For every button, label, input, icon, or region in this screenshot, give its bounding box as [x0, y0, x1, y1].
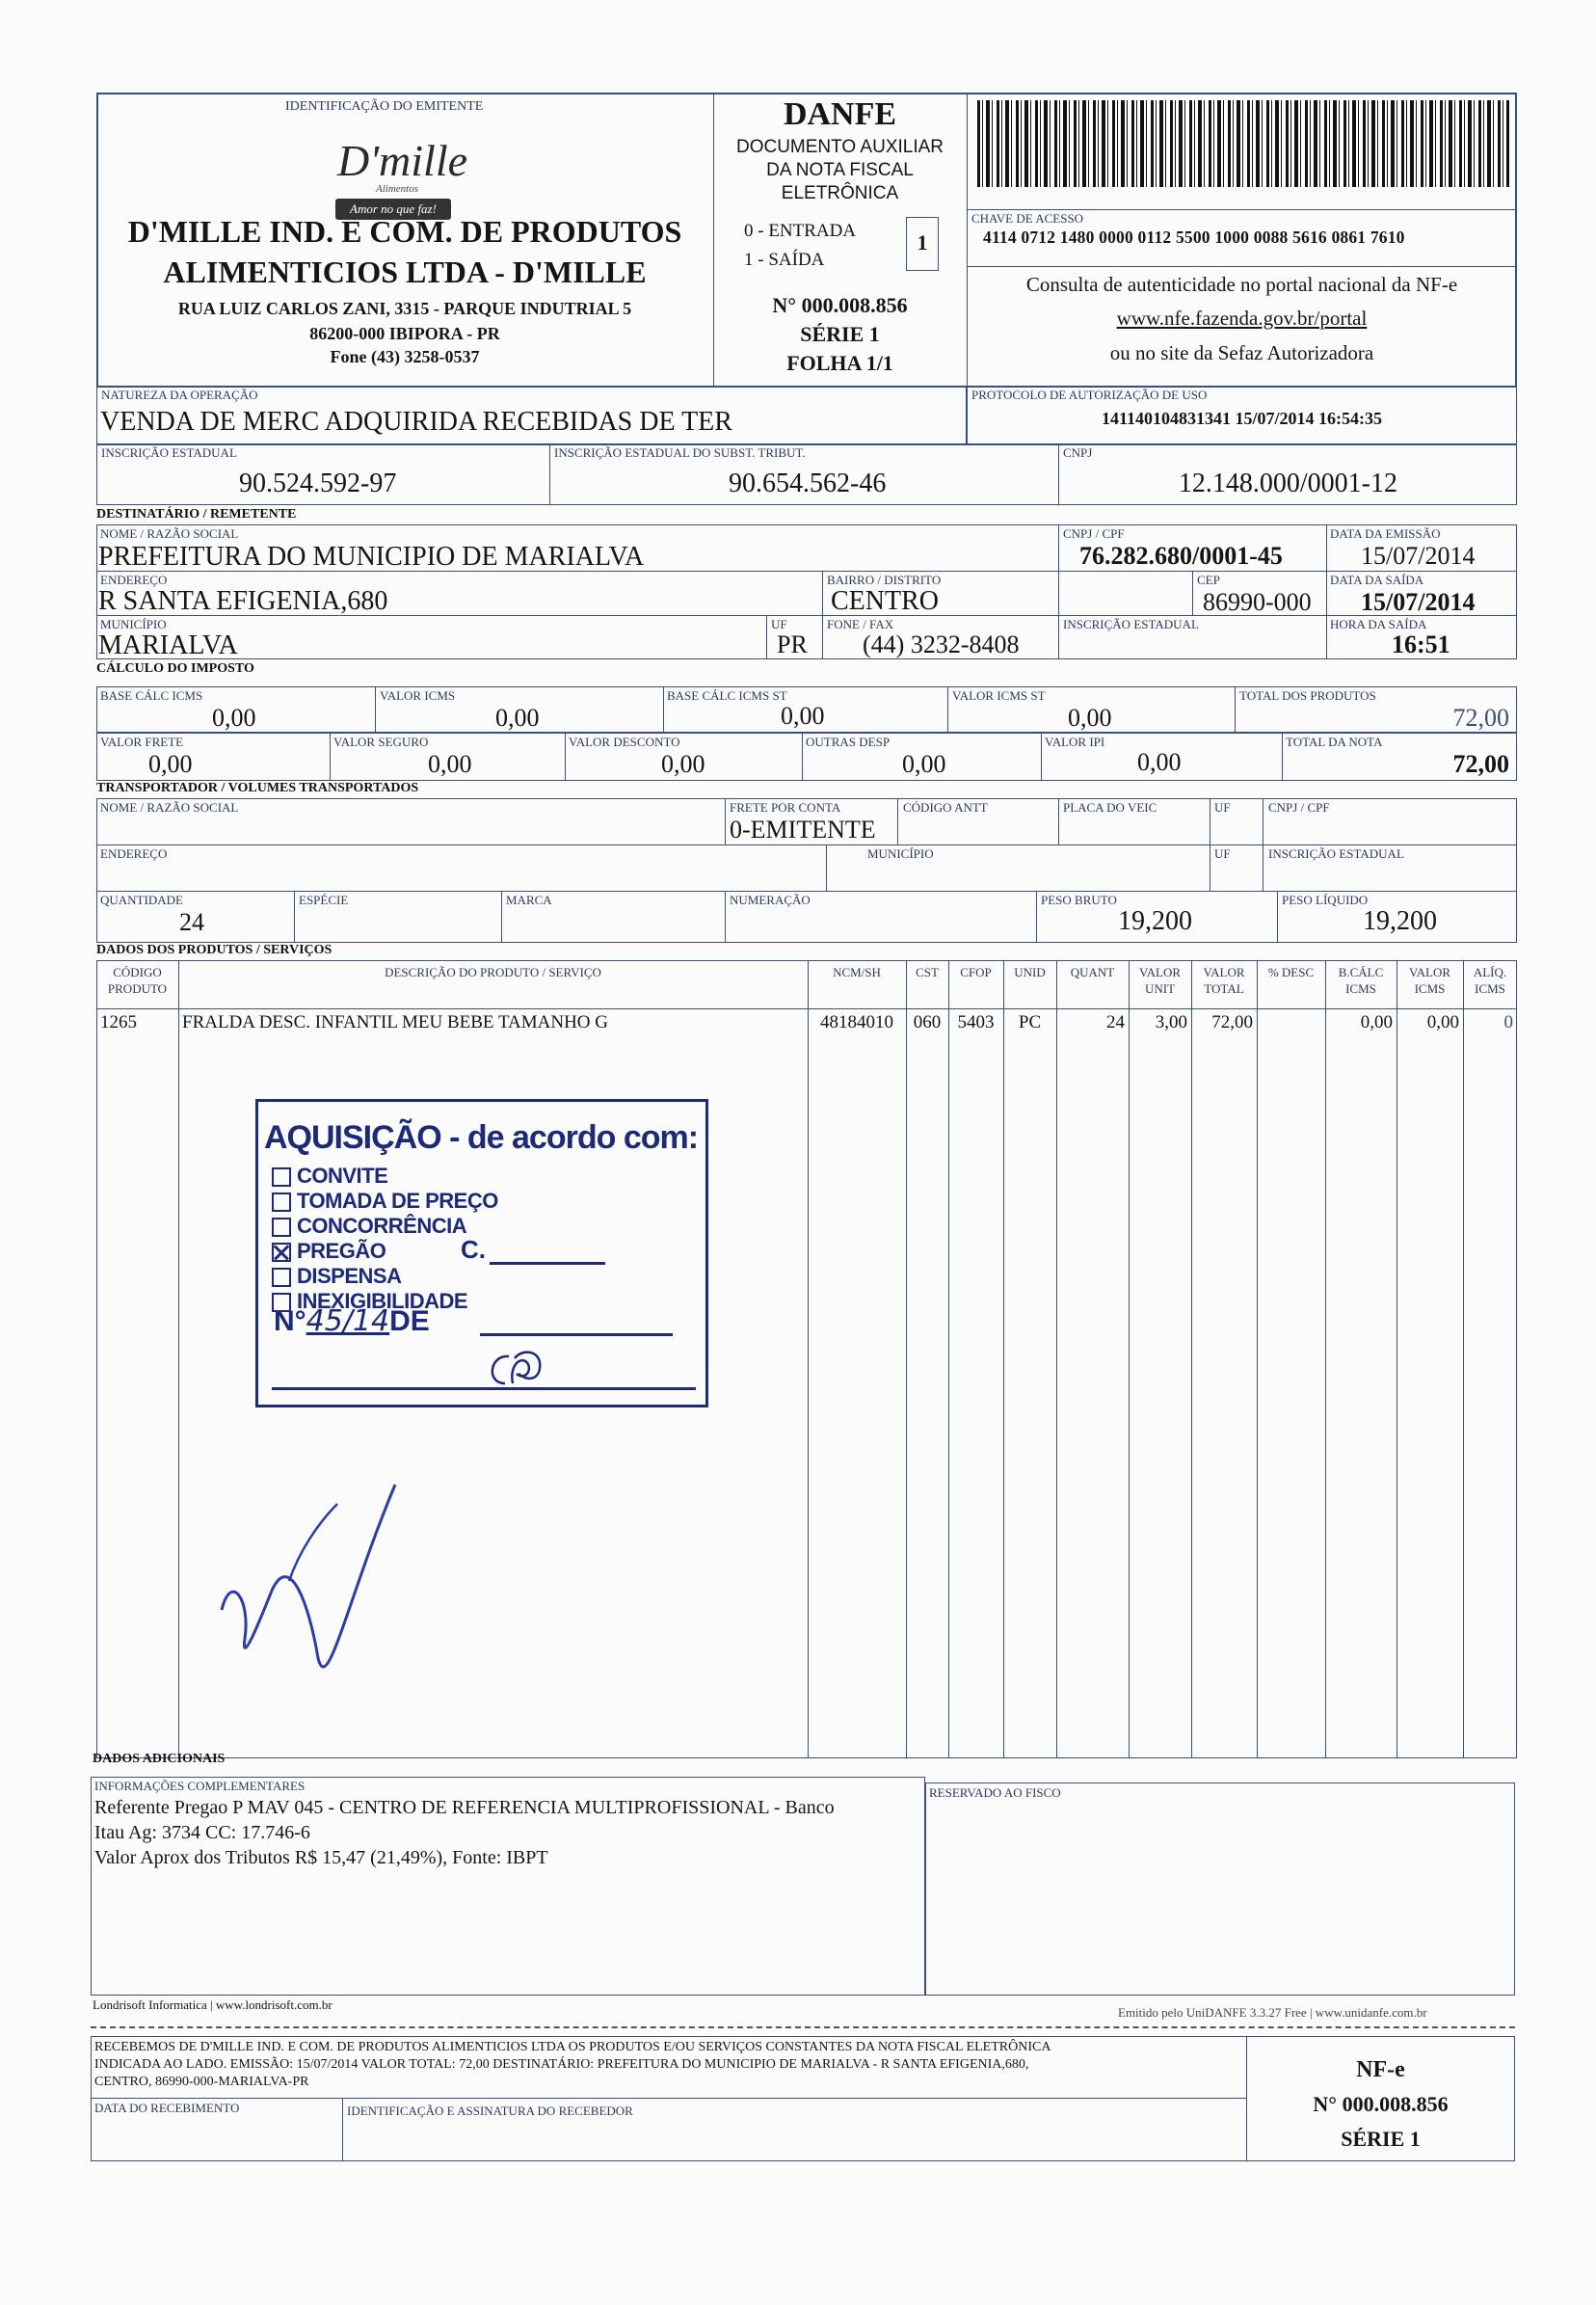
stamp-option-label: INEXIGIBILIDADE — [297, 1289, 468, 1313]
transp-marca-label: MARCA — [506, 893, 552, 907]
emitente-phone: Fone (43) 3258-0537 — [330, 347, 480, 366]
dest-municipio: MARIALVA — [98, 630, 238, 660]
iest-value: 90.654.562-46 — [729, 469, 887, 498]
stamp-option-label: PREGÃO — [297, 1239, 386, 1263]
emitente-name-1: D'MILLE IND. E COM. DE PRODUTOS — [127, 214, 682, 249]
dest-cnpj-label: CNPJ / CPF — [1063, 526, 1125, 541]
transp-antt-label: CÓDIGO ANTT — [903, 800, 988, 815]
column-header: ALÍQ. ICMS — [1473, 965, 1507, 996]
canhoto-nfe: NF-e — [1356, 2057, 1405, 2082]
stamp-de-label: DE — [389, 1305, 430, 1337]
seguro-value: 0,00 — [428, 750, 472, 778]
dest-hora-label: HORA DA SAÍDA — [1330, 617, 1427, 631]
company-logo — [328, 125, 472, 222]
stamp-rubric — [480, 1345, 557, 1393]
danfe-saida: 1 - SAÍDA — [744, 250, 825, 270]
dest-saida: 15/07/2014 — [1361, 588, 1476, 616]
base-st: 0,00 — [781, 702, 825, 730]
canhoto-line-3: CENTRO, 86990-000-MARIALVA-PR — [94, 2075, 309, 2089]
ie-label: INSCRIÇÃO ESTADUAL — [101, 445, 237, 460]
danfe-tipo: 1 — [906, 217, 939, 271]
natureza-value: VENDA DE MERC ADQUIRIDA RECEBIDAS DE TER — [100, 407, 732, 437]
dest-nome: PREFEITURA DO MUNICIPIO DE MARIALVA — [98, 542, 645, 572]
transp-endereco-label: ENDEREÇO — [100, 846, 168, 861]
consulta-text: Consulta de autenticidade no portal nacional da NF-e — [1025, 273, 1458, 296]
valor-icms: 0,00 — [495, 704, 540, 732]
total-nota-label: TOTAL DA NOTA — [1286, 735, 1383, 749]
protocolo-label: PROTOCOLO DE AUTORIZAÇÃO DE USO — [971, 388, 1208, 402]
dest-endereco: R SANTA EFIGENIA,680 — [98, 586, 388, 616]
transp-placa-label: PLACA DO VEIC — [1063, 800, 1157, 815]
danfe-sub1: DOCUMENTO AUXILIAR — [735, 137, 944, 157]
valor-st-label: VALOR ICMS ST — [952, 688, 1046, 703]
chave-label: CHAVE DE ACESSO — [971, 211, 1084, 226]
transp-quantidade-label: QUANTIDADE — [100, 893, 183, 907]
table-cell: 060 — [913, 1012, 942, 1032]
checkbox-icon — [272, 1167, 291, 1187]
dest-uf: PR — [777, 630, 808, 658]
transp-uf2-label: UF — [1214, 846, 1231, 861]
rodape-left: Londrisoft Informatica | www.londrisoft.com.br — [93, 1997, 332, 2012]
checked-box-icon — [272, 1243, 291, 1262]
dest-cep: 86990-000 — [1203, 588, 1312, 616]
table-cell: 0,00 — [1426, 1012, 1459, 1032]
iest-label: INSCRIÇÃO ESTADUAL DO SUBST. TRIBUT. — [554, 445, 806, 460]
chave-value: 4114 0712 1480 0000 0112 5500 1000 0088 5616 0861 7610 — [983, 228, 1405, 247]
transp-frete-label: FRETE POR CONTA — [730, 800, 841, 815]
table-cell: 24 — [1106, 1012, 1125, 1032]
portal-link[interactable]: www.nfe.fazenda.gov.br/portal — [1116, 307, 1368, 330]
checkbox-icon — [272, 1268, 291, 1287]
frete-value: 0,00 — [148, 750, 193, 778]
dest-nome-label: NOME / RAZÃO SOCIAL — [100, 526, 239, 541]
aquisicao-stamp — [255, 1099, 708, 1407]
total-produtos: 72,00 — [1452, 704, 1509, 732]
transp-ie-label: INSCRIÇÃO ESTADUAL — [1268, 846, 1404, 861]
stamp-option-label: CONCORRÊNCIA — [297, 1214, 467, 1238]
column-header: QUANT — [1070, 965, 1115, 979]
dest-uf-label: UF — [771, 617, 787, 631]
rodape-right: Emitido pelo UniDANFE 3.3.27 Free | www.unidanfe.com.br — [1118, 2005, 1427, 2020]
emitente-name-2: ALIMENTICIOS LTDA - D'MILLE — [163, 255, 647, 289]
column-header: VALOR UNIT — [1138, 965, 1182, 996]
transp-uf-label: UF — [1214, 800, 1231, 815]
stamp-numero: 45/14 — [306, 1304, 390, 1338]
ipi-value: 0,00 — [1137, 748, 1182, 776]
table-cell: PC — [1018, 1012, 1042, 1032]
column-header: CÓDIGO PRODUTO — [107, 965, 168, 996]
stamp-numero-prefix: N° — [274, 1305, 306, 1337]
column-header: UNID — [1014, 965, 1046, 979]
base-icms: 0,00 — [212, 704, 256, 732]
table-cell: FRALDA DESC. INFANTIL MEU BEBE TAMANHO G — [182, 1012, 609, 1032]
column-header: VALOR ICMS — [1408, 965, 1451, 996]
base-icms-label: BASE CÁLC ICMS — [100, 688, 203, 703]
outras-value: 0,00 — [902, 750, 946, 778]
transp-municipio-label: MUNICÍPIO — [867, 846, 934, 861]
dest-saida-label: DATA DA SAÍDA — [1330, 573, 1424, 587]
ipi-label: VALOR IPI — [1045, 735, 1105, 749]
canhoto-serie: SÉRIE 1 — [1341, 2127, 1421, 2151]
cut-line — [91, 2026, 1515, 2028]
dest-ie-label: INSCRIÇÃO ESTADUAL — [1063, 617, 1199, 631]
transp-quantidade: 24 — [179, 908, 204, 936]
adicionais-section: DADOS ADICIONAIS — [93, 1752, 226, 1766]
danfe-sub3: ELETRÔNICA — [781, 183, 899, 203]
table-cell: 0,00 — [1360, 1012, 1393, 1032]
column-header: CST — [916, 965, 939, 979]
base-st-label: BASE CÁLC ICMS ST — [667, 688, 787, 703]
table-cell: 0 — [1503, 1012, 1513, 1032]
dest-municipio-label: MUNICÍPIO — [100, 617, 167, 631]
danfe-folha: FOLHA 1/1 — [786, 351, 893, 375]
cnpj-value: 12.148.000/0001-12 — [1178, 469, 1397, 498]
stamp-numero-row — [274, 1304, 430, 1338]
dest-fone-label: FONE / FAX — [827, 617, 894, 631]
column-header: VALOR TOTAL — [1203, 965, 1245, 996]
destinatario-section: DESTINATÁRIO / REMETENTE — [96, 507, 297, 522]
danfe-serie: SÉRIE 1 — [800, 322, 880, 346]
stamp-option-label: TOMADA DE PREÇO — [297, 1189, 498, 1213]
transp-liquido-label: PESO LÍQUIDO — [1282, 893, 1369, 907]
logo-slogan: Amor no que faz! — [335, 199, 451, 220]
seguro-label: VALOR SEGURO — [333, 735, 429, 749]
emitente-section-label: IDENTIFICAÇÃO DO EMITENTE — [285, 99, 484, 114]
stamp-option-label: DISPENSA — [297, 1264, 402, 1288]
table-cell: 72,00 — [1211, 1012, 1253, 1032]
barcode — [977, 100, 1509, 187]
stamp-title: AQUISIÇÃO - de acordo com: — [264, 1119, 699, 1156]
protocolo-value: 141140104831341 15/07/2014 16:54:35 — [1102, 409, 1382, 428]
dest-fone: (44) 3232-8408 — [863, 630, 1020, 658]
transp-bruto: 19,200 — [1118, 906, 1192, 936]
canhoto-assinatura-label: IDENTIFICAÇÃO E ASSINATURA DO RECEBEDOR — [347, 2104, 633, 2118]
danfe-sub2: DA NOTA FISCAL — [766, 160, 914, 180]
imposto-section: CÁLCULO DO IMPOSTO — [96, 661, 254, 676]
total-produtos-label: TOTAL DOS PRODUTOS — [1239, 688, 1376, 703]
stamp-c-label: C. — [461, 1235, 486, 1264]
emitente-city: 86200-000 IBIPORA - PR — [309, 324, 500, 343]
info-line-3: Valor Aprox dos Tributos R$ 15,47 (21,49%), Fonte: IBPT — [94, 1847, 548, 1868]
consulta-text-2: ou no site da Sefaz Autorizadora — [1109, 341, 1374, 364]
stamp-option-label: CONVITE — [297, 1164, 388, 1188]
column-header: % DESC — [1267, 965, 1315, 979]
natureza-label: NATUREZA DA OPERAÇÃO — [101, 388, 258, 402]
column-header: NCM/SH — [833, 965, 881, 979]
dest-cnpj: 76.282.680/0001-45 — [1079, 542, 1283, 570]
table-cell: 1265 — [100, 1012, 137, 1032]
danfe-entrada: 0 - ENTRADA — [744, 221, 857, 241]
transp-nome-label: NOME / RAZÃO SOCIAL — [100, 800, 239, 815]
transp-especie-label: ESPÉCIE — [299, 893, 349, 907]
emitente-address: RUA LUIZ CARLOS ZANI, 3315 - PARQUE INDUTRIAL 5 — [177, 299, 632, 318]
dest-emissao: 15/07/2014 — [1361, 542, 1476, 570]
transportador-section: TRANSPORTADOR / VOLUMES TRANSPORTADOS — [96, 781, 419, 795]
transp-bruto-label: PESO BRUTO — [1041, 893, 1117, 907]
dest-bairro: CENTRO — [831, 586, 939, 616]
frete-label: VALOR FRETE — [100, 735, 184, 749]
outras-label: OUTRAS DESP — [806, 735, 891, 749]
dest-emissao-label: DATA DA EMISSÃO — [1330, 526, 1441, 541]
danfe-numero: N° 000.008.856 — [772, 293, 908, 317]
table-cell: 48184010 — [820, 1012, 893, 1032]
logo-sub: Alimentos — [376, 183, 418, 195]
danfe-title: DANFE — [783, 96, 897, 132]
signature — [202, 1465, 434, 1716]
checkbox-icon — [272, 1218, 291, 1237]
checkbox-icon — [272, 1193, 291, 1212]
canhoto-data-label: DATA DO RECEBIMENTO — [94, 2101, 240, 2115]
ie-value: 90.524.592-97 — [239, 469, 397, 498]
valor-st: 0,00 — [1068, 704, 1112, 732]
table-cell: 5403 — [957, 1012, 995, 1032]
total-nota: 72,00 — [1452, 750, 1509, 778]
dest-cep-label: CEP — [1197, 573, 1220, 587]
transp-numeracao-label: NUMERAÇÃO — [730, 893, 811, 907]
fisco-box — [925, 1782, 1515, 1996]
column-header: DESCRIÇÃO DO PRODUTO / SERVIÇO — [385, 965, 601, 979]
table-cell: 3,00 — [1155, 1012, 1187, 1032]
stamp-option — [272, 1164, 498, 1189]
stamp-option — [272, 1189, 498, 1214]
dest-hora: 16:51 — [1392, 630, 1450, 658]
dest-endereco-label: ENDEREÇO — [100, 573, 168, 587]
produtos-section: DADOS DOS PRODUTOS / SERVIÇOS — [96, 943, 332, 957]
transp-cnpj-label: CNPJ / CPF — [1268, 800, 1330, 815]
desconto-value: 0,00 — [661, 750, 705, 778]
fisco-label: RESERVADO AO FISCO — [929, 1785, 1061, 1800]
stamp-option — [272, 1264, 498, 1289]
logo-text: D'mille — [337, 136, 468, 185]
valor-icms-label: VALOR ICMS — [380, 688, 456, 703]
canhoto-line-2: INDICADA AO LADO. EMISSÃO: 15/07/2014 VALOR TOTAL: 72,00 DESTINATÁRIO: PREFEITURA DO MUNICIPIO DE MARIALVA - R SANTA EFIGENIA,680, — [94, 2057, 1029, 2072]
transp-frete: 0-EMITENTE — [730, 816, 876, 844]
info-line-2: Itau Ag: 3734 CC: 17.746-6 — [94, 1822, 310, 1843]
dest-bairro-label: BAIRRO / DISTRITO — [827, 573, 942, 587]
cnpj-label: CNPJ — [1063, 445, 1093, 460]
desconto-label: VALOR DESCONTO — [569, 735, 680, 749]
canhoto-line-1: RECEBEMOS DE D'MILLE IND. E COM. DE PRODUTOS ALIMENTICIOS LTDA OS PRODUTOS E/OU SERVIÇOS CONSTANTES DA NOTA FISCAL ELETRÔNICA — [94, 2040, 1051, 2054]
transp-liquido: 19,200 — [1363, 906, 1437, 936]
column-header: CFOP — [960, 965, 992, 979]
canhoto-numero: N° 000.008.856 — [1313, 2092, 1449, 2116]
column-header: B.CÁLC ICMS — [1338, 965, 1384, 996]
info-line-1: Referente Pregao P MAV 045 - CENTRO DE REFERENCIA MULTIPROFISSIONAL - Banco — [94, 1797, 835, 1818]
info-label: INFORMAÇÕES COMPLEMENTARES — [94, 1779, 306, 1793]
